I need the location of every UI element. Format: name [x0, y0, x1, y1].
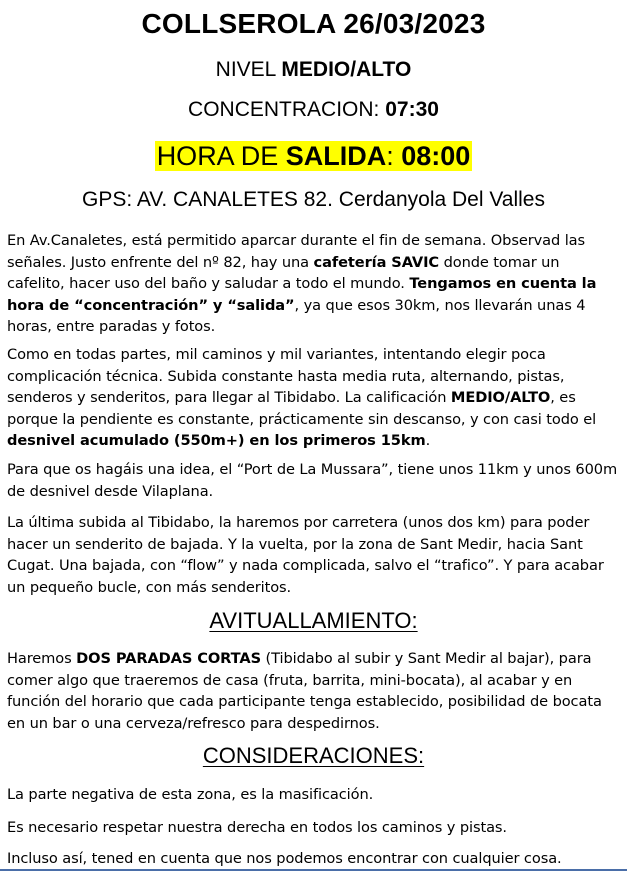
salida-label-a: HORA DE: [156, 141, 286, 171]
salida-sep: :: [386, 141, 402, 171]
consideracion-item: La parte negativa de esta zona, es la masificación.: [7, 786, 374, 803]
avituallamiento-heading: [0, 607, 627, 635]
intro-paragraph-3: Para que os hagáis una idea, el “Port de La Mussara”, tiene unos 11km y unos 600m de desnivel desde Vilaplana.: [7, 461, 618, 500]
nivel-line: [0, 56, 627, 84]
nivel-value: MEDIO/ALTO: [281, 58, 412, 81]
consideraciones-heading: [0, 742, 627, 770]
consideracion-item: Incluso así, tened en cuenta que nos podemos encontrar con cualquier cosa.: [7, 850, 562, 867]
salida-highlight: [155, 141, 473, 171]
intro-p1-text-e: , ya que esos 30km, nos llevarán unas 4 horas, entre paradas y fotos.: [7, 296, 586, 335]
consideracion-item: Es necesario respetar nuestra derecha en todos los caminos y pistas.: [7, 819, 507, 836]
intro-p1-cafeteria: cafetería SAVIC: [313, 253, 440, 271]
avituallamiento-text-a: Haremos: [7, 650, 77, 667]
intro-p2-desnivel: desnivel acumulado (550m+) en los primeros 15km: [7, 432, 426, 449]
bottom-rule: [0, 869, 627, 871]
intro-p2-text-e: .: [425, 432, 431, 449]
avituallamiento-paragraph: [7, 648, 619, 734]
avituallamiento-text-c: (Tibidabo al subir y Sant Medir al bajar), para comer algo que traeremos de casa (fruta, barrita, mini-bocata), al acabar y en función del horario que cada participante tenga establecido, posibilidad de bocata en un bar o una cerveza/refresco para despedirnos.: [7, 650, 602, 732]
intro-p2-level: MEDIO/ALTO: [450, 389, 551, 406]
salida-label-b: SALIDA: [285, 141, 387, 171]
nivel-label: NIVEL: [215, 58, 282, 81]
concentracion-value: 07:30: [385, 98, 439, 121]
intro-p1-emphasis: Tengamos en cuenta la hora de “concentración” y “salida”: [7, 275, 597, 314]
salida-value: 08:00: [401, 141, 471, 171]
intro-paragraph-4: La última subida al Tibidabo, la haremos por carretera (unos dos km) para poder hacer un senderito de bajada. Y la vuelta, por la zona de Sant Medir, hacia Sant Cugat. Una bajada, con “flow” y nada complicada, salvo el “trafico”. Y para acabar un pequeño bucle, con más senderitos.: [7, 514, 604, 596]
concentracion-label: CONCENTRACION:: [188, 98, 386, 121]
intro-paragraph-2: [7, 344, 619, 452]
intro-p2-text-c: , es porque la pendiente es constante, prácticamente sin descanso, y con casi todo el: [7, 389, 597, 428]
intro-p1-text-c: donde tomar un cafelito, hacer uso del baño y saludar a todo el mundo.: [7, 253, 560, 292]
concentracion-line: [0, 96, 627, 124]
salida-line: [0, 138, 627, 174]
gps-line: GPS: AV. CANALETES 82. Cerdanyola Del Valles: [81, 188, 545, 211]
avituallamiento-heading-text: AVITUALLAMIENTO:: [209, 608, 418, 633]
intro-p1-text-a: En Av.Canaletes, está permitido aparcar durante el fin de semana. Observad las señales. Justo enfrente del nº 82, hay una: [7, 232, 586, 271]
intro-paragraph-1: [7, 230, 619, 338]
document-title: COLLSEROLA 26/03/2023: [141, 8, 486, 39]
avituallamiento-paradas: DOS PARADAS CORTAS: [76, 650, 261, 667]
intro-p2-text-a: Como en todas partes, mil caminos y mil variantes, intentando elegir poca complicación técnica. Subida constante hasta media ruta, alternando, pistas, senderos y senderitos, para llegar al Tibidabo. La calificación: [7, 346, 565, 406]
consideraciones-heading-text: CONSIDERACIONES:: [202, 743, 425, 768]
